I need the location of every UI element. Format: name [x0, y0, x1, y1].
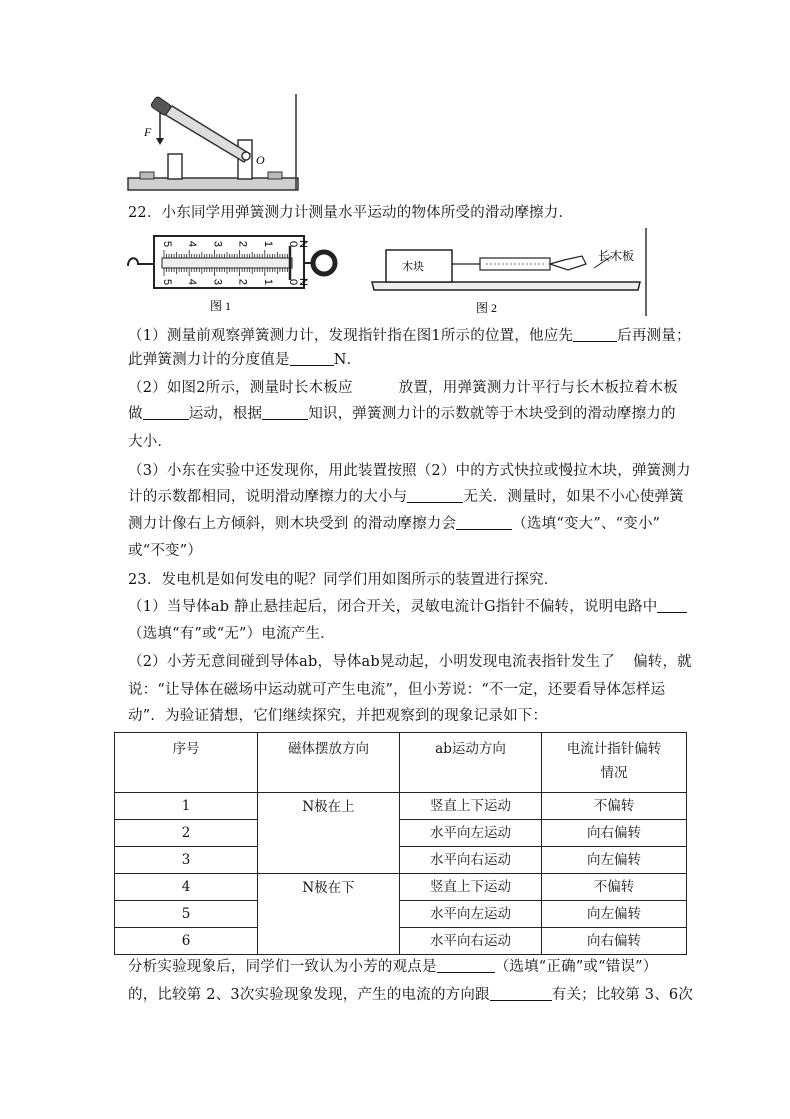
- motion-cell: 水平向左运动: [400, 901, 542, 928]
- result-cell: 向右偏转: [542, 928, 687, 955]
- figure-2-setup: [372, 228, 646, 316]
- q22-part2-line3: 大小．: [128, 434, 173, 450]
- text-run: N．: [333, 352, 362, 368]
- board-label: 长木板: [598, 249, 635, 263]
- row-number: 5: [115, 901, 258, 928]
- q22-part3-line3: [128, 514, 670, 534]
- table-row: [115, 874, 687, 901]
- text-run: 无关．测量时，如果不小心使弹簧: [463, 489, 684, 505]
- lever-base: [128, 178, 298, 190]
- header-cell: [542, 733, 687, 793]
- magnet-direction-cell: N极在下: [258, 874, 400, 955]
- scale-label: 3: [211, 278, 224, 286]
- text-run: 运动，根据: [188, 406, 263, 422]
- text-run: （1）测量前观察弹簧测力计，发现指针指在图1所示的位置，他应先: [128, 328, 574, 344]
- q22-part3-line4: 或“不变”）: [128, 543, 203, 559]
- motion-cell: 水平向右运动: [400, 847, 542, 874]
- scale-label: 2: [236, 278, 249, 286]
- result-cell: 不偏转: [542, 793, 687, 820]
- text-run: 分析实验现象后，同学们一致认为小芳的观点是: [128, 959, 437, 975]
- header-text: 电流计指针偏转: [566, 741, 662, 757]
- text-run: 的，比较第 2、3次实验现象发现，产生的电流的方向跟: [128, 987, 490, 1003]
- q23-part1-line1: [128, 597, 670, 617]
- magnet-direction-cell: N极在上: [258, 793, 400, 874]
- row-number: 4: [115, 874, 258, 901]
- q22-part2-line2: [128, 404, 676, 424]
- table-row: [115, 928, 687, 955]
- scale-slot: [162, 258, 292, 268]
- row-number: 1: [115, 793, 258, 820]
- text-run: 有关；比较第 3、6次: [551, 987, 694, 1003]
- table-header-row: [115, 733, 687, 793]
- q22-part1-line1: [128, 326, 691, 346]
- text-run: 测力计像右上方倾斜，则木块受到 的滑动摩擦力会: [128, 516, 457, 532]
- scale-label: N: [297, 240, 309, 248]
- scale-ring: [313, 252, 335, 274]
- header-text: 情况: [600, 765, 628, 781]
- result-cell: 向左偏转: [542, 901, 687, 928]
- text-run: 计的示数都相同，说明滑动摩擦力的大小与: [128, 489, 408, 505]
- text-run: 后再测量；: [617, 328, 691, 344]
- table-row: [115, 901, 687, 928]
- scale-label: 1: [261, 278, 274, 286]
- lever-figure: [124, 92, 300, 194]
- row-number: 2: [115, 820, 258, 847]
- text-run: （选填“正确”或“错误”）: [494, 959, 658, 975]
- answer-blank[interactable]: [490, 986, 552, 1001]
- q23-part1-line2: （选填“有”或“无”）电流产生．: [128, 626, 335, 642]
- answer-blank[interactable]: [143, 405, 189, 420]
- q22-part2-line1: [128, 378, 678, 398]
- result-cell: 不偏转: [542, 874, 687, 901]
- q22-part3-line2: [128, 487, 684, 507]
- table-row: [115, 847, 687, 874]
- motion-cell: 竖直上下运动: [400, 793, 542, 820]
- result-cell: 向右偏转: [542, 820, 687, 847]
- scale-label: 0: [287, 278, 299, 286]
- q23-part2-line4: [128, 957, 670, 977]
- scale-label: 3: [211, 240, 224, 248]
- header-cell: ab运动方向: [400, 733, 542, 793]
- text-run: （2）如图2所示，测量时长木板应: [128, 380, 353, 396]
- pivot-label: O: [256, 153, 265, 167]
- text-run: （1）当导体ab 静止悬挂起后，闭合开关，灵敏电流计G指针不偏转，说明电路中: [128, 599, 658, 615]
- result-cell: 向左偏转: [542, 847, 687, 874]
- row-number: 3: [115, 847, 258, 874]
- header-cell: 序号: [115, 733, 258, 793]
- text-run: 放置，用弹簧测力计平行与长木板拉着木板: [398, 380, 678, 396]
- q23-title: 23．发电机是如何发电的呢？同学们用如图所示的装置进行探究．: [128, 572, 559, 588]
- answer-blank[interactable]: [573, 327, 617, 342]
- q22-title: 22．小东同学用弹簧测力计测量水平运动的物体所受的滑动摩擦力．: [128, 205, 574, 221]
- q23-part2-line3: 动”．为验证猜想，它们继续探究，并把观察到的现象记录如下：: [128, 708, 548, 724]
- motion-cell: 水平向左运动: [400, 820, 542, 847]
- scale-label: N: [297, 278, 309, 286]
- q22-part1-line2: [128, 350, 670, 370]
- lever-foot-right: [268, 172, 282, 179]
- text-run: 此弹簧测力计的分度值是: [128, 352, 290, 368]
- pivot-point: [242, 152, 250, 160]
- figure-1-spring-scale: [128, 236, 335, 313]
- scale-label: 1: [261, 240, 274, 248]
- motion-cell: 水平向右运动: [400, 928, 542, 955]
- q23-part2-line2: 说：“让导体在磁场中运动就可产生电流”，但小芳说：“不一定，还要看导体怎样运: [128, 682, 666, 698]
- table-row: [115, 820, 687, 847]
- pulling-hand: [550, 256, 586, 270]
- force-arrowhead: [156, 138, 164, 145]
- experiment-table: [114, 732, 687, 955]
- scale-label: 4: [186, 240, 199, 248]
- spring-scale-figures: [124, 226, 648, 318]
- answer-blank[interactable]: [262, 405, 308, 420]
- fulcrum-block: [168, 154, 182, 179]
- motion-cell: 竖直上下运动: [400, 874, 542, 901]
- lever-foot-left: [140, 172, 154, 179]
- text-run: 知识，弹簧测力计的示数就等于木块受到的滑动摩擦力的: [308, 406, 676, 422]
- answer-blank[interactable]: [407, 488, 463, 503]
- force-label: F: [144, 125, 152, 139]
- q23-part2-line5: [128, 985, 694, 1005]
- text-run: 偏转，就: [633, 654, 692, 670]
- q23-part2-line1: [128, 652, 692, 672]
- wood-block-label: 木块: [402, 260, 424, 273]
- answer-blank[interactable]: [437, 958, 495, 973]
- scale-label: 5: [161, 278, 173, 286]
- answer-blank[interactable]: [456, 515, 512, 530]
- scale-label: 5: [161, 240, 173, 248]
- scale-label: 0: [287, 240, 299, 248]
- scale-label: 2: [236, 240, 249, 248]
- long-board: [372, 282, 640, 290]
- q22-part3-line1: （3）小东在实验中还发现你，用此装置按照（2）中的方式快拉或慢拉木块，弹簧测力: [128, 463, 691, 479]
- text-run: （2）小芳无意间碰到导体ab，导体ab晃动起，小明发现电流表指针发生了: [128, 654, 616, 670]
- figure-2-caption: 图 2: [476, 301, 498, 315]
- header-cell: 磁体摆放方向: [258, 733, 400, 793]
- answer-blank[interactable]: [290, 351, 334, 366]
- text-run: （选填“变大”、“变小”: [512, 516, 661, 532]
- scale-label: 4: [186, 278, 199, 286]
- text-run: 做: [128, 406, 143, 422]
- row-number: 6: [115, 928, 258, 955]
- table-row: [115, 793, 687, 820]
- figure-1-caption: 图 1: [210, 299, 232, 313]
- answer-blank[interactable]: [657, 598, 687, 613]
